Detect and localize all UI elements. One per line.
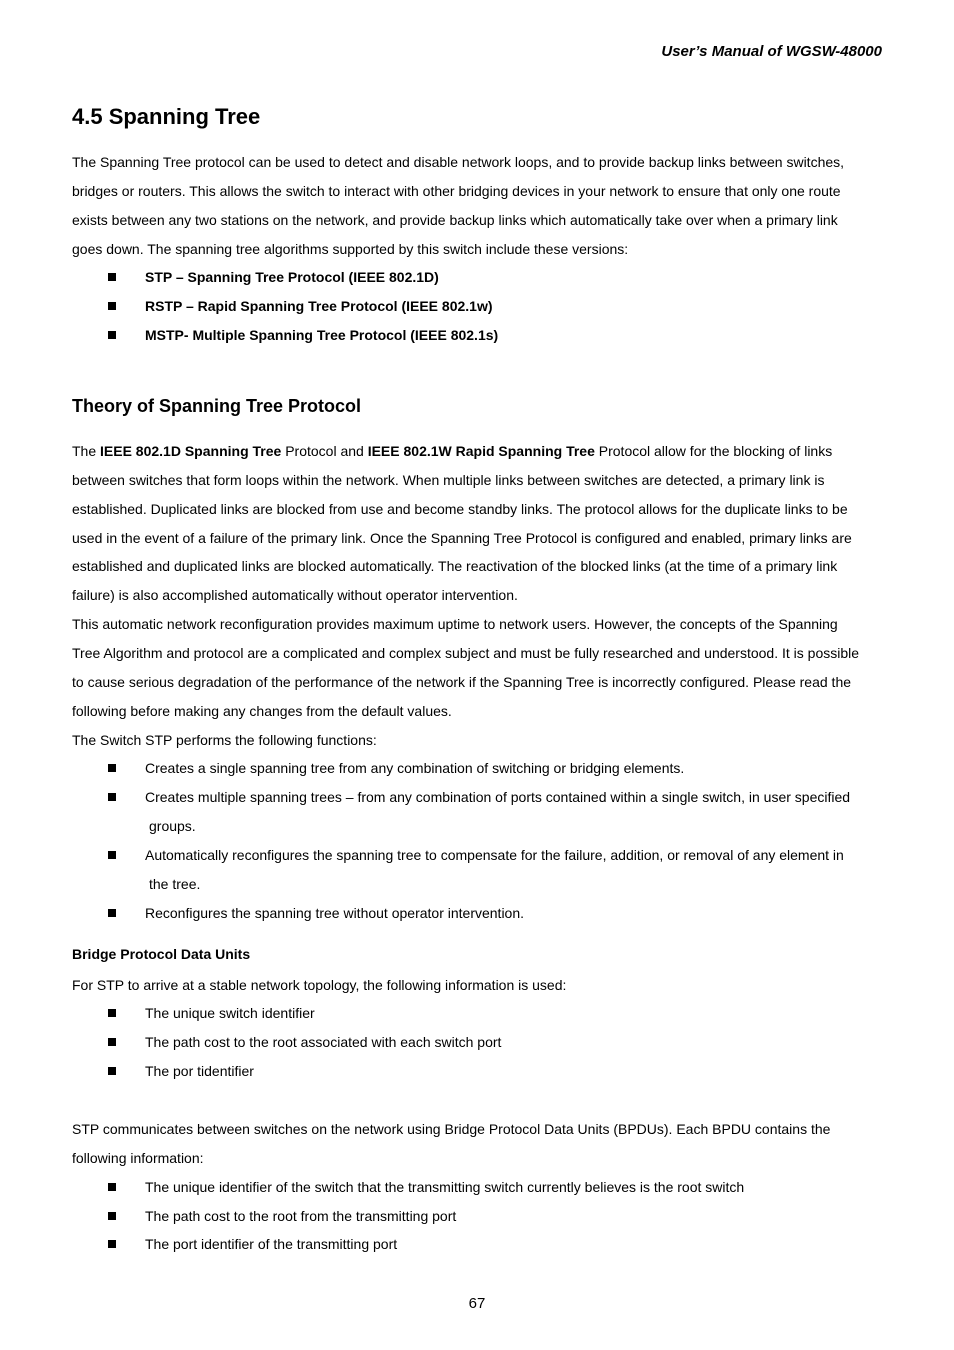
bullet-square-icon — [108, 764, 116, 772]
function-bullet — [108, 788, 850, 806]
function-continuation: the tree. — [149, 876, 201, 892]
bullet-square-icon — [108, 1038, 116, 1046]
function-text: Reconfigures the spanning tree without operator intervention. — [145, 905, 525, 921]
bpdu-bullet — [108, 1235, 397, 1253]
intro-line: goes down. The spanning tree algorithms supported by this switch include these versions: — [72, 241, 629, 257]
info-text: The path cost to the root associated with each switch port — [145, 1034, 502, 1050]
bpdu-comm-line: following information: — [72, 1150, 204, 1166]
bpdu-comm-line: STP communicates between switches on the network using Bridge Protocol Data Units (BPDUs). Each BPDU contains the — [72, 1121, 831, 1137]
bold-run: IEEE 802.1W Rapid Spanning Tree — [367, 443, 595, 459]
theory-heading: Theory of Spanning Tree Protocol — [72, 396, 362, 416]
function-bullet — [108, 846, 844, 864]
bullet-square-icon — [108, 1067, 116, 1075]
function-text: Automatically reconfigures the spanning tree to compensate for the failure, addition, or removal of any element in — [145, 847, 844, 863]
function-text: Creates multiple spanning trees – from any combination of ports contained within a single switch, in user specified — [145, 789, 851, 805]
bullet-square-icon — [108, 302, 116, 310]
bpdu-item-text: The path cost to the root from the transmitting port — [145, 1208, 457, 1224]
theory-line: used in the event of a failure of the primary link. Once the Spanning Tree Protocol is configured and enabled, primary links are — [72, 530, 852, 546]
section-title: 4.5 Spanning Tree — [72, 104, 261, 129]
function-continuation: groups. — [149, 818, 196, 834]
version-text: MSTP- Multiple Spanning Tree Protocol (IEEE 802.1s) — [145, 327, 499, 343]
theory-line: Tree Algorithm and protocol are a complicated and complex subject and must be fully researched and understood. It is possible — [72, 645, 860, 661]
text-run: Protocol and — [281, 443, 368, 459]
theory-line: to cause serious degradation of the performance of the network if the Spanning Tree is incorrectly configured. Please read the — [72, 674, 852, 690]
theory-line: between switches that form loops within the network. When multiple links between switches are detected, a primary link is — [72, 472, 825, 488]
bpdu-bullet — [108, 1207, 456, 1225]
bullet-square-icon — [108, 331, 116, 339]
bpdu-bullet — [108, 1178, 744, 1196]
page-number: 67 — [468, 1295, 486, 1312]
theory-line: established. Duplicated links are blocked from use and become standby links. The protocol allows for the duplicate links to be — [72, 501, 848, 517]
function-bullet — [108, 904, 524, 922]
theory-first-line — [72, 442, 832, 460]
theory-line: This automatic network reconfiguration provides maximum uptime to network users. However, the concepts of the Spanning — [72, 616, 838, 632]
bullet-square-icon — [108, 793, 116, 801]
intro-line: The Spanning Tree protocol can be used to detect and disable network loops, and to provide backup links between switches, — [72, 154, 845, 170]
theory-line: following before making any changes from the default values. — [72, 703, 452, 719]
version-bullet — [108, 268, 439, 286]
info-bullet — [108, 1062, 254, 1080]
info-text: The por tidentifier — [145, 1063, 254, 1079]
theory-line: The Switch STP performs the following functions: — [72, 732, 377, 748]
function-bullet — [108, 759, 684, 777]
bold-run: IEEE 802.1D Spanning Tree — [100, 443, 282, 459]
info-bullet — [108, 1033, 501, 1051]
bullet-square-icon — [108, 273, 116, 281]
manual-header: User’s Manual of WGSW-48000 — [661, 43, 882, 60]
version-bullet — [108, 297, 493, 315]
bullet-square-icon — [108, 1240, 116, 1248]
bullet-square-icon — [108, 1183, 116, 1191]
bullet-square-icon — [108, 1212, 116, 1220]
theory-line: established and duplicated links are blocked automatically. The reactivation of the blocked links (at the time of a primary link — [72, 558, 838, 574]
version-bullet — [108, 326, 498, 344]
bpdu-item-text: The unique identifier of the switch that the transmitting switch currently believes is the root switch — [145, 1179, 745, 1195]
bullet-square-icon — [108, 851, 116, 859]
version-text: STP – Spanning Tree Protocol (IEEE 802.1D) — [145, 269, 439, 285]
bullet-square-icon — [108, 909, 116, 917]
bpdu-intro: For STP to arrive at a stable network topology, the following information is used: — [72, 977, 567, 993]
function-text: Creates a single spanning tree from any combination of switching or bridging elements. — [145, 760, 685, 776]
version-text: RSTP – Rapid Spanning Tree Protocol (IEEE 802.1w) — [145, 298, 493, 314]
intro-line: exists between any two stations on the network, and provide backup links which automatically take over when a primary link — [72, 212, 838, 228]
bpdu-heading: Bridge Protocol Data Units — [72, 946, 251, 962]
bullet-square-icon — [108, 1009, 116, 1017]
bpdu-item-text: The port identifier of the transmitting port — [145, 1236, 398, 1252]
text-run: Protocol allow for the blocking of links — [594, 443, 833, 459]
text-run: The — [72, 443, 101, 459]
info-bullet — [108, 1004, 315, 1022]
intro-line: bridges or routers. This allows the switch to interact with other bridging devices in your network to ensure that only one route — [72, 183, 841, 199]
info-text: The unique switch identifier — [145, 1005, 315, 1021]
theory-line: failure) is also accomplished automatically without operator intervention. — [72, 587, 518, 603]
